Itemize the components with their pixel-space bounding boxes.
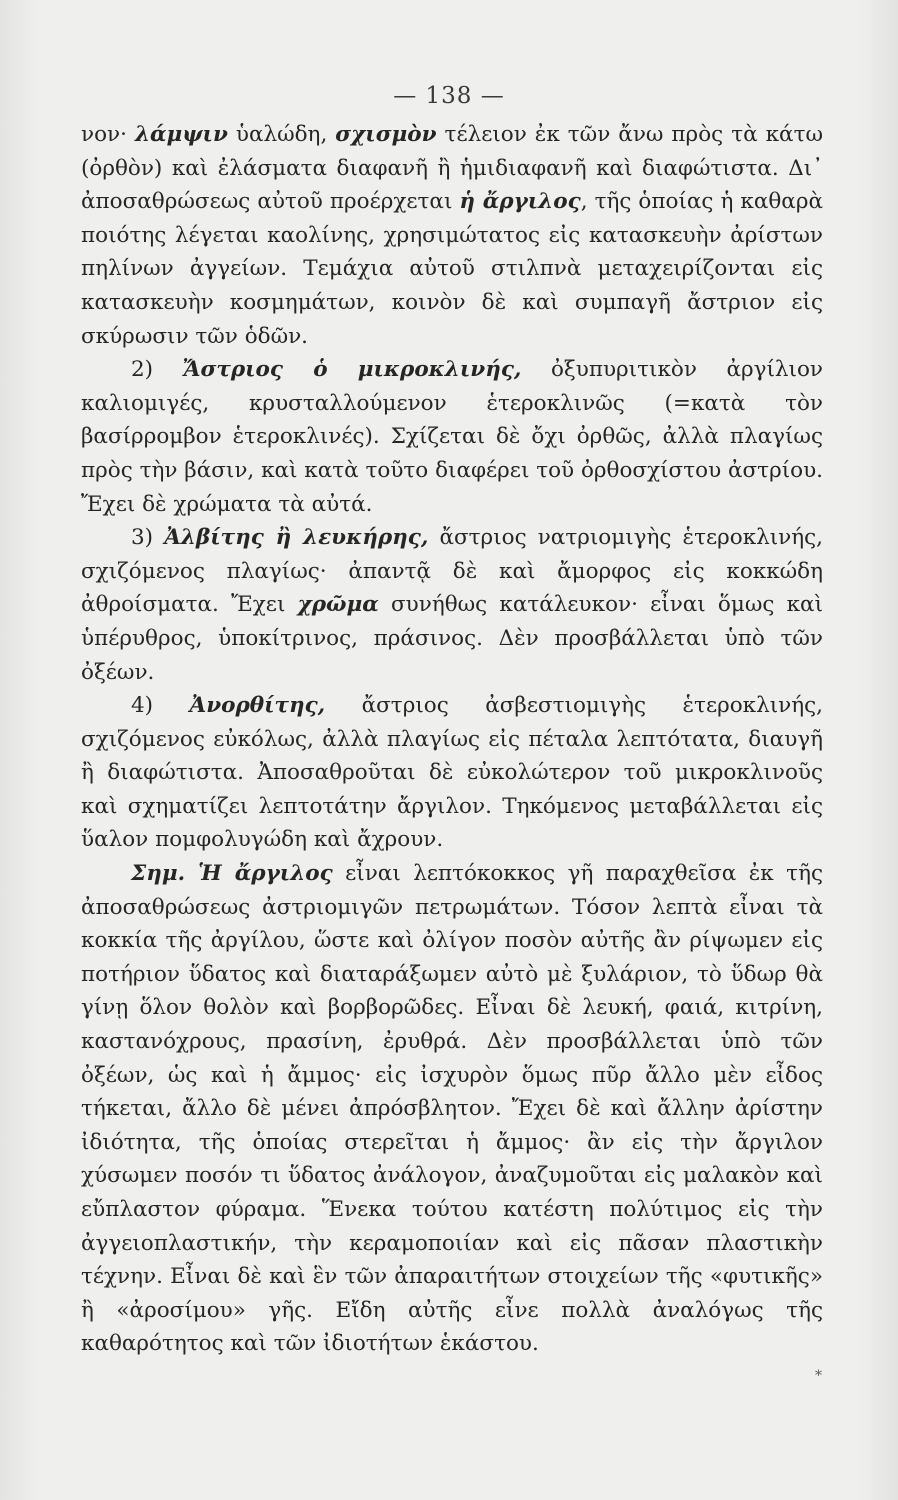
text-segment: ὀξυπυριτικὸν ἀργίλιον καλιομιγές, κρυσταλλούμενον ἑτεροκλινῶς (=κατὰ τὸν βασίρρομβον ἑτεροκλινές). Σχίζεται δὲ ὄχι ὀρθῶς, ἀλλὰ πλαγίως πρὸς τὴν βάσιν, καὶ κατὰ τοῦτο διαφέρει τοῦ ὀρθοσχίστου ἀστρίου. Ἔχει δὲ χρώματα τὰ αὐτά. [81, 357, 823, 517]
text-segment: νον· [81, 122, 135, 147]
text-segment: 4) [131, 693, 190, 719]
text-segment: ἄστριος ἀσβεστιομιγὴς ἑτεροκλινής, σχιζόμενος εὐκόλως, ἀλλὰ πλαγίως εἰς πέταλα λεπτότατα, διαυγῆ ἢ διαφώτιστα. Ἀποσαθροῦται δὲ εὐκολώτερον τοῦ μικροκλινοῦς καὶ σχηματίζει λεπτοτάτην ἄργιλον. Τηκόμενος μεταβάλλεται εἰς ὕαλον πομφολυγώδη καὶ ἄχρουν. [81, 693, 823, 853]
paragraph [81, 857, 823, 1361]
emphasis-text: Ἀλβίτης ἢ λευκήρης, [164, 525, 429, 551]
emphasis-text: λάμψιν [134, 122, 228, 147]
emphasis-text: Ἀνορθίτης, [189, 693, 326, 719]
paragraph [81, 353, 823, 521]
text-segment: τέλειον ἐκ τῶν ἄνω πρὸς τὰ κάτω (ὀρθὸν) καὶ ἐλάσματα διαφανῆ ἢ ἡμιδιαφανῆ καὶ διαφώτιστα. Δι᾿ ἀποσαθρώσεως αὐτοῦ προέρχεται [81, 122, 823, 215]
emphasis-text: Σημ. Ἡ ἄργιλος [131, 861, 333, 887]
page-number: — 138 — [393, 83, 505, 109]
emphasis-text: ἡ ἄργιλος [459, 189, 581, 215]
text-segment: 2) [131, 357, 183, 383]
print-mark: * [815, 1368, 822, 1384]
paragraph [81, 521, 823, 689]
paragraph [81, 118, 823, 353]
body-text [81, 118, 823, 1361]
emphasis-text: χρῶμα [297, 592, 379, 618]
text-segment: εἶναι λεπτόκοκκος γῆ παραχθεῖσα ἐκ τῆς ἀποσαθρώσεως ἀστριομιγῶν πετρωμάτων. Τόσον λεπτὰ εἶναι τὰ κοκκία τῆς ἀργίλου, ὥστε καὶ ὀλίγον ποσὸν αὐτῆς ἂν ρίψωμεν εἰς ποτήριον ὕδατος καὶ διαταράξωμεν αὐτὸ μὲ ξυλάριον, τὸ ὕδωρ θὰ γίνῃ ὅλον θολὸν καὶ βορβορῶδες. Εἶναι δὲ λευκή, φαιά, κιτρίνη, καστανόχρους, πρασίνη, ἐρυθρά. Δὲν προσβάλλεται ὑπὸ τῶν ὀξέων, ὡς καὶ ἡ ἄμμος· εἰς ἰσχυρὸν ὅμως πῦρ ἄλλο μὲν εἶδος τήκεται, ἄλλο δὲ μένει ἀπρόσβλητον. Ἔχει δὲ καὶ ἄλλην ἀρίστην ἰδιότητα, τῆς ὁποίας στερεῖται ἡ ἄμμος· ἂν εἰς τὴν ἄργιλον χύσωμεν ποσόν τι ὕδατος ἀνάλογον, ἀναζυμοῦται εἰς μαλακὸν καὶ εὔπλαστον φύραμα. Ἕνεκα τούτου κατέστη πολύτιμος εἰς τὴν ἀγγειοπλαστικήν, τὴν κεραμοποιίαν καὶ εἰς πᾶσαν πλαστικὴν τέχνην. Εἶναι δὲ καὶ ἓν τῶν ἀπαραιτήτων στοιχείων τῆς «φυτικῆς» ἢ «ἀροσίμου» γῆς. Εἴδη αὐτῆς εἶνε πολλὰ ἀναλόγως τῆς καθαρότητος καὶ τῶν ἰδιοτήτων ἑκάστου. [81, 861, 823, 1357]
emphasis-text: σχισμὸν [335, 122, 437, 147]
text-segment: ὑαλώδη, [227, 122, 336, 147]
text-segment: ἄστριος νατριομιγὴς ἑτεροκλινής, σχιζόμενος πλαγίως· ἀπαντᾷ δὲ καὶ ἄμορφος εἰς κοκκώδη ἀθροίσματα. Ἔχει [81, 525, 824, 618]
paragraph [81, 689, 823, 857]
text-segment: , τῆς ὁποίας ἡ καθαρὰ ποιότης λέγεται καολίνης, χρησιμώτατος εἰς κατασκευὴν ἀρίστων πηλίνων ἀγγείων. Τεμάχια αὐτοῦ στιλπνὰ μεταχειρίζονται εἰς κατασκευὴν κοσμημάτων, κοινὸν δὲ καὶ συμπαγῆ ἄστριον εἰς σκύρωσιν τῶν ὁδῶν. [81, 189, 823, 349]
emphasis-text: Ἄστριος ὁ μικροκλινής, [182, 357, 522, 383]
text-segment: συνήθως κατάλευκον· εἶναι ὅμως καὶ ὑπέρυθρος, ὑποκίτρινος, πράσινος. Δὲν προσβάλλεται ὑπὸ τῶν ὀξέων. [81, 592, 824, 685]
text-segment: 3) [131, 525, 165, 551]
